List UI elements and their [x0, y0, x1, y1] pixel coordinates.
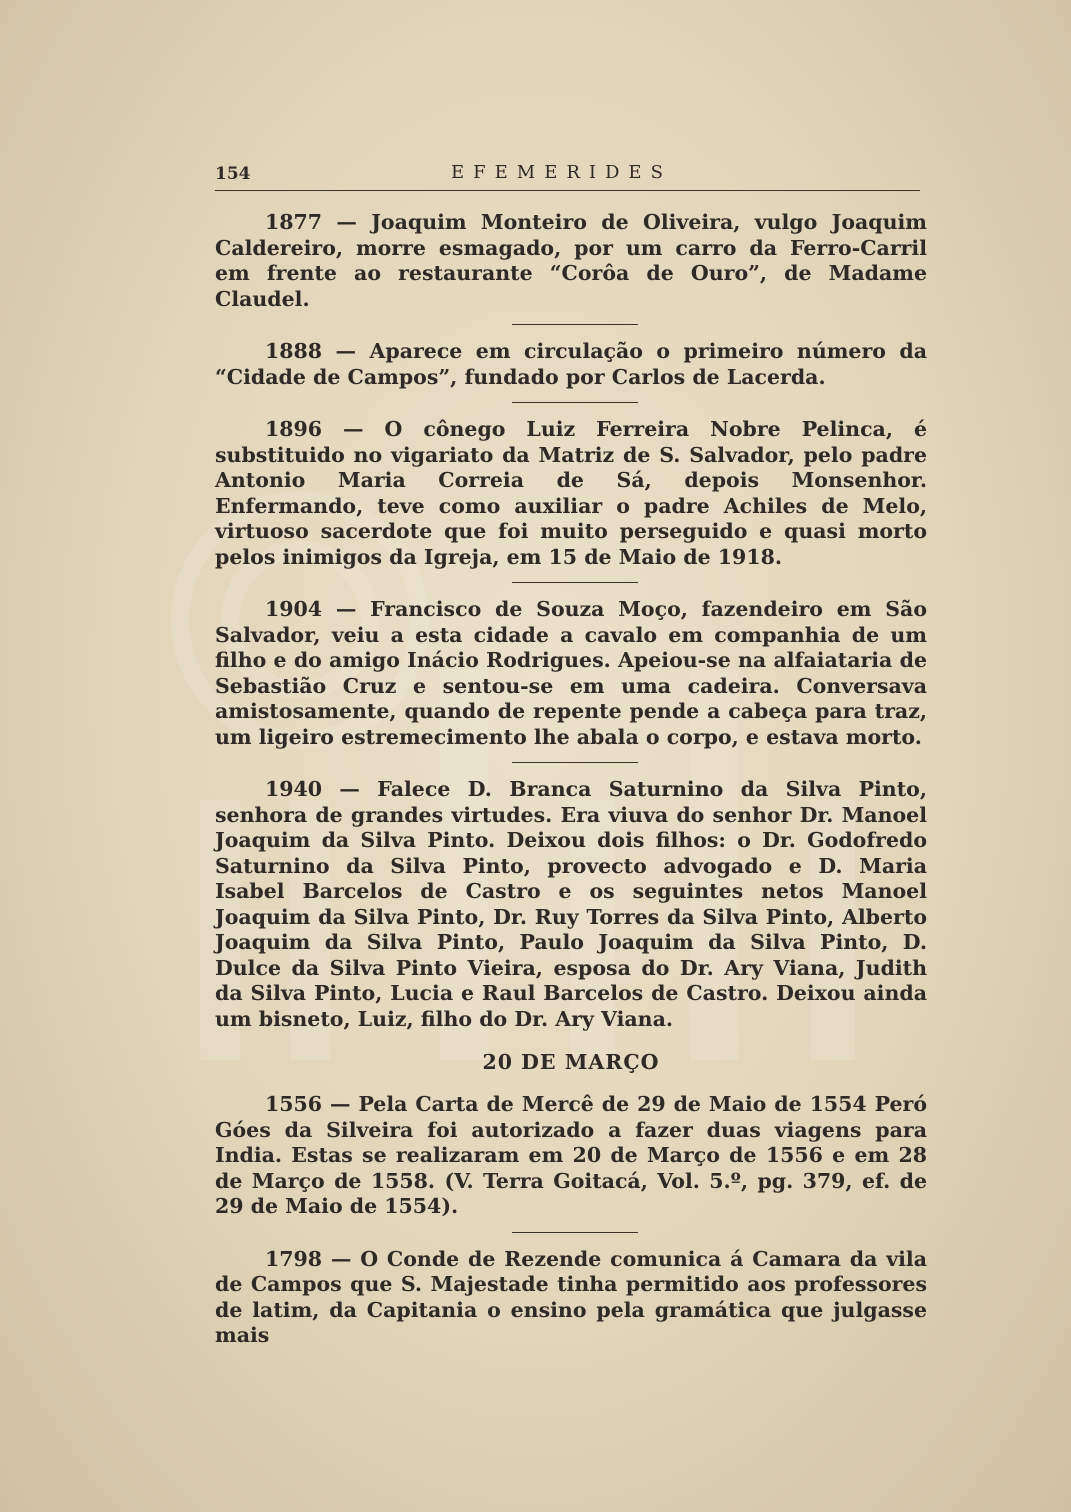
section-heading: 20 DE MARÇO: [482, 1050, 660, 1074]
entry-1904: 1904 — Francisco de Souza Moço, fazendeiro em São Salvador, veiu a esta cidade a cavalo em companhia de um filho e do amigo Inácio Rodrigues. Apeiou-se na alfaiataria de Sebastião Cruz e sentou-se em uma cadeira. Conversava amistosamente, quando de repente pende a cabeça para traz, um ligeiro estremecimento lhe abala o corpo, e estava morto.: [215, 597, 927, 749]
page-content: [215, 210, 927, 1349]
page-number: 154: [215, 164, 251, 184]
entry-1798: 1798 — O Conde de Rezende comunica á Camara da vila de Campos que S. Majestade tinha permitido aos professores de latim, da Capitania o ensino pela gramática que julgasse mais: [215, 1246, 927, 1347]
separator-rule: [512, 1232, 638, 1233]
entry-1556: 1556 — Pela Carta de Mercê de 29 de Maio de 1554 Peró Góes da Silveira foi autorizado a fazer duas viagens para India. Estas se realizaram em 20 de Março de 1556 e em 28 de Março de 1558. (V. Terra Goitacá, Vol. 5.º, pg. 379, ef. de 29 de Maio de 1554).: [215, 1092, 927, 1218]
entry-1896: 1896 — O cônego Luiz Ferreira Nobre Pelinca, é substituido no vigariato da Matriz de S. Salvador, pelo padre Antonio Maria Correia de Sá, depois Monsenhor. Enfermando, teve como auxiliar o padre Achiles de Melo, virtuoso sacerdote que foi muito perseguido e quasi morto pelos inimigos da Igreja, em 15 de Maio de 1918.: [215, 417, 927, 569]
entry-1888: 1888 — Aparece em circulação o primeiro número da “Cidade de Campos”, fundado por Carlos de Lacerda.: [215, 339, 927, 389]
page-header: [215, 160, 920, 191]
entry-1940: 1940 — Falece D. Branca Saturnino da Silva Pinto, senhora de grandes virtudes. Era viuva do senhor Dr. Manoel Joaquim da Silva Pinto. Deixou dois filhos: o Dr. Godofredo Saturnino da Silva Pinto, provecto advogado e D. Maria Isabel Barcelos de Castro e os seguintes netos Manoel Joaquim da Silva Pinto, Dr. Ruy Torres da Silva Pinto, Alberto Joaquim da Silva Pinto, Paulo Joaquim da Silva Pinto, D. Dulce da Silva Pinto Vieira, esposa do Dr. Ary Viana, Judith da Silva Pinto, Lucia e Raul Barcelos de Castro. Deixou ainda um bisneto, Luiz, filho do Dr. Ary Viana.: [215, 777, 927, 1031]
separator-rule: [512, 324, 638, 325]
separator-rule: [512, 582, 638, 583]
separator-rule: [512, 762, 638, 763]
entry-1877: 1877 — Joaquim Monteiro de Oliveira, vulgo Joaquim Caldereiro, morre esmagado, por um carro da Ferro-Carril em frente ao restaurante “Corôa de Ouro”, de Madame Claudel.: [215, 210, 927, 311]
running-title: EFEMERIDES: [451, 162, 672, 183]
separator-rule: [512, 402, 638, 403]
